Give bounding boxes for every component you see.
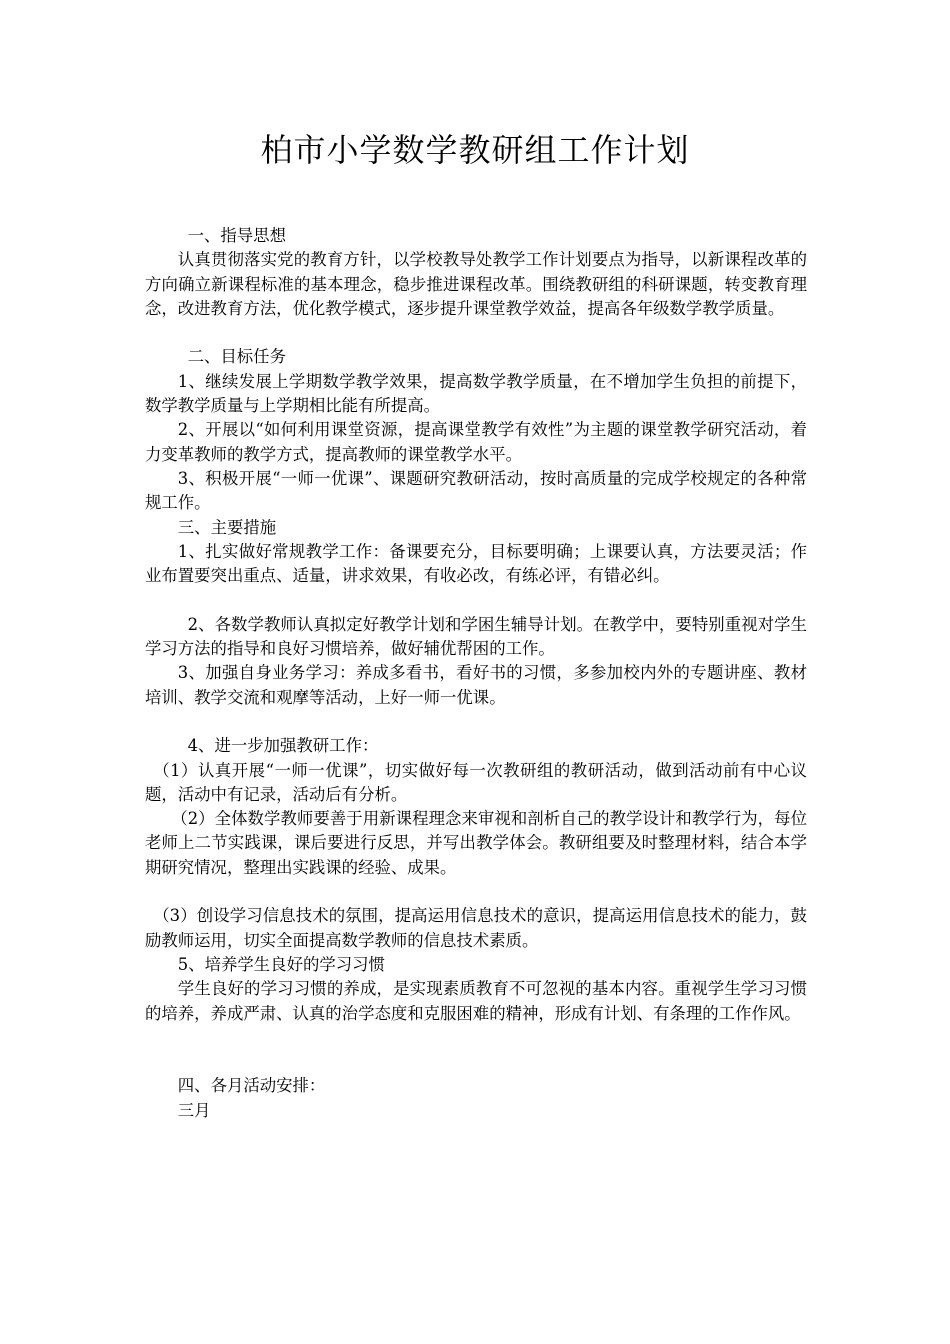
paragraph: （3）创设学习信息技术的氛围，提高运用信息技术的意识，提高运用信息技术的能力，鼓励教师运用，切实全面提高数学教师的信息技术素质。 bbox=[145, 906, 807, 950]
paragraph: 3、加强自身业务学习：养成多看书，看好书的习惯，多参加校内外的专题讲座、教材培训、教学交流和观摩等活动，上好一师一优课。 bbox=[145, 663, 807, 707]
paragraph: 1、扎实做好常规教学工作：备课要充分，目标要明确；上课要认真，方法要灵活；作业布置要突出重点、适量，讲求效果，有收必改，有练必评，有错必纠。 bbox=[145, 541, 807, 586]
paragraph: 5、培养学生良好的学习习惯 bbox=[177, 954, 385, 974]
document-body bbox=[145, 224, 807, 1123]
paragraph: 3、积极开展“一师一优课”、课题研究教研活动，按时高质量的完成学校规定的各种常规工作。 bbox=[145, 468, 807, 513]
paragraph: 2、开展以“如何利用课堂资源，提高课堂教学有效性”为主题的课堂教学研究活动，着力变革教师的教学方式，提高教师的课堂教学水平。 bbox=[145, 420, 807, 464]
section-heading-monthly-schedule: 四、各月活动安排： bbox=[177, 1076, 326, 1096]
paragraph: 2、各数学教师认真拟定好教学计划和学困生辅导计划。在教学中，要特别重视对学生学习方法的指导和良好习惯培养，做好辅优帮困的工作。 bbox=[145, 614, 807, 659]
paragraph: 认真贯彻落实党的教育方针，以学校教导处教学工作计划要点为指导，以新课程改革的方向确立新课程标准的基本理念，稳步推进课程改革。围绕教研组的科研课题，转变教育理念，改进教育方法，优化教学模式，逐步提升课堂教学效益，提高各年级数学教学质量。 bbox=[145, 250, 807, 318]
section-heading-goals: 二、目标任务 bbox=[187, 347, 286, 367]
month-label: 三月 bbox=[177, 1100, 211, 1120]
section-heading-measures: 三、主要措施 bbox=[177, 517, 277, 537]
paragraph: 1、继续发展上学期数学教学效果，提高数学教学质量，在不增加学生负担的前提下，数学教学质量与上学期相比能有所提高。 bbox=[145, 371, 807, 416]
paragraph: 学生良好的学习习惯的养成，是实现素质教育不可忽视的基本内容。重视学生学习习惯的培养，养成严肃、认真的治学态度和克服困难的精神，形成有计划、有条理的工作作风。 bbox=[145, 979, 807, 1023]
paragraph: （1）认真开展“一师一优课”，切实做好每一次教研组的教研活动，做到活动前有中心议题，活动中有记录，活动后有分析。 bbox=[145, 760, 807, 804]
section-heading-guiding-ideology: 一、指导思想 bbox=[187, 226, 286, 245]
document-title: 柏市小学数学教研组工作计划 bbox=[260, 131, 690, 169]
paragraph: （2）全体数学教师要善于用新课程理念来审视和剖析自己的教学设计和教学行为，每位老师上二节实践课，课后要进行反思，并写出教学体会。教研组要及时整理材料，结合本学期研究情况，整理出实践课的经验、成果。 bbox=[145, 809, 807, 877]
paragraph: 4、进一步加强教研工作： bbox=[187, 736, 379, 756]
